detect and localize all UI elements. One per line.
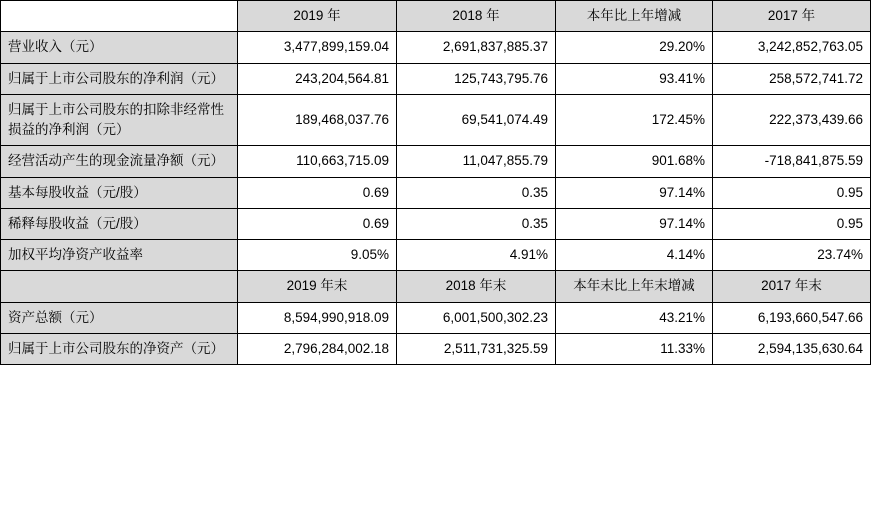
header-year-end-2017: 2017 年末 (713, 271, 871, 302)
row-value: 4.91% (397, 240, 556, 271)
row-value: 29.20% (556, 32, 713, 63)
row-value: 243,204,564.81 (238, 63, 397, 94)
row-value: 3,477,899,159.04 (238, 32, 397, 63)
table-row (1, 63, 871, 94)
table-header-row (1, 1, 871, 32)
row-value: 2,691,837,885.37 (397, 32, 556, 63)
row-value: 6,193,660,547.66 (713, 302, 871, 333)
row-value: 0.69 (238, 177, 397, 208)
row-label: 归属于上市公司股东的净利润（元） (1, 63, 238, 94)
row-value: 6,001,500,302.23 (397, 302, 556, 333)
table-header-row-balance (1, 271, 871, 302)
table-row (1, 177, 871, 208)
row-label: 归属于上市公司股东的净资产（元） (1, 333, 238, 364)
row-value: 0.95 (713, 177, 871, 208)
row-label: 资产总额（元） (1, 302, 238, 333)
header-yoy-change: 本年比上年增减 (556, 1, 713, 32)
row-value: 0.69 (238, 208, 397, 239)
table-row (1, 208, 871, 239)
row-value: 97.14% (556, 177, 713, 208)
row-label: 营业收入（元） (1, 32, 238, 63)
row-value: 110,663,715.09 (238, 146, 397, 177)
row-value: 2,594,135,630.64 (713, 333, 871, 364)
header-year-2018: 2018 年 (397, 1, 556, 32)
row-label: 稀释每股收益（元/股） (1, 208, 238, 239)
header-corner-cell (1, 1, 238, 32)
row-value: 0.35 (397, 177, 556, 208)
row-value: 8,594,990,918.09 (238, 302, 397, 333)
row-value: 93.41% (556, 63, 713, 94)
row-value: 172.45% (556, 94, 713, 146)
row-value: 125,743,795.76 (397, 63, 556, 94)
row-value: 11,047,855.79 (397, 146, 556, 177)
table-row (1, 333, 871, 364)
row-label: 加权平均净资产收益率 (1, 240, 238, 271)
row-value: 222,373,439.66 (713, 94, 871, 146)
row-value: 2,511,731,325.59 (397, 333, 556, 364)
row-value: 901.68% (556, 146, 713, 177)
row-label: 归属于上市公司股东的扣除非经常性损益的净利润（元） (1, 94, 238, 146)
row-value: 97.14% (556, 208, 713, 239)
row-value: 43.21% (556, 302, 713, 333)
table-row (1, 240, 871, 271)
row-label: 经营活动产生的现金流量净额（元） (1, 146, 238, 177)
row-value: -718,841,875.59 (713, 146, 871, 177)
row-value: 11.33% (556, 333, 713, 364)
row-value: 4.14% (556, 240, 713, 271)
row-value: 3,242,852,763.05 (713, 32, 871, 63)
table-row (1, 32, 871, 63)
table-row (1, 302, 871, 333)
row-value: 23.74% (713, 240, 871, 271)
table-row (1, 146, 871, 177)
row-value: 9.05% (238, 240, 397, 271)
row-value: 0.95 (713, 208, 871, 239)
header-year-end-2018: 2018 年末 (397, 271, 556, 302)
header-corner-cell-balance (1, 271, 238, 302)
header-year-2017: 2017 年 (713, 1, 871, 32)
row-value: 2,796,284,002.18 (238, 333, 397, 364)
row-value: 69,541,074.49 (397, 94, 556, 146)
row-value: 189,468,037.76 (238, 94, 397, 146)
row-value: 258,572,741.72 (713, 63, 871, 94)
table-row (1, 94, 871, 146)
row-value: 0.35 (397, 208, 556, 239)
header-yoy-change-year-end: 本年末比上年末增减 (556, 271, 713, 302)
header-year-2019: 2019 年 (238, 1, 397, 32)
row-label: 基本每股收益（元/股） (1, 177, 238, 208)
header-year-end-2019: 2019 年末 (238, 271, 397, 302)
